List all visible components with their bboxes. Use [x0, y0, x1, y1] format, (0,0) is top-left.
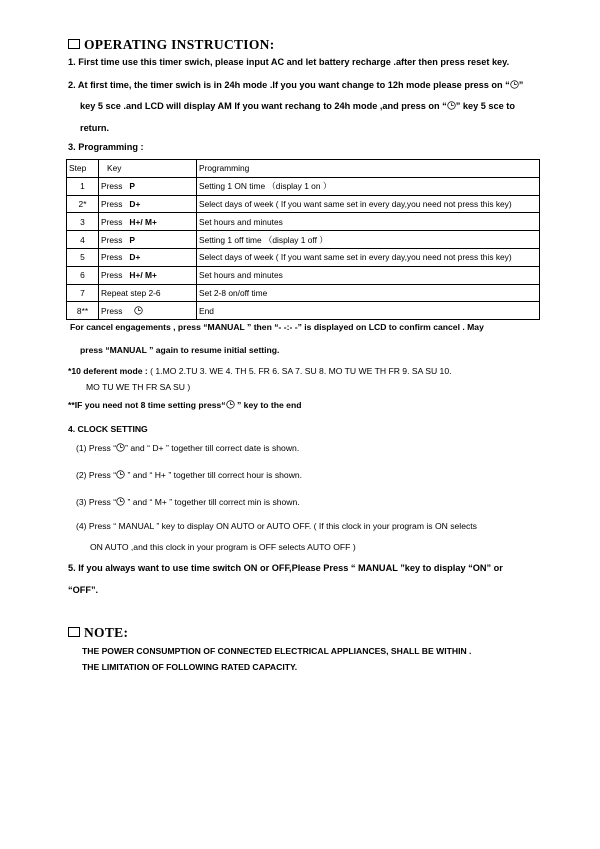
key-cell: Press	[99, 302, 197, 320]
clock-icon	[116, 497, 125, 506]
key-cell: Press D+	[99, 195, 197, 213]
programming-cell: Setting 1 ON time （display 1 on ）	[197, 177, 540, 195]
modes-line-2: MO TU WE TH FR SA SU )	[86, 382, 191, 392]
programming-cell: Set hours and minutes	[197, 266, 540, 284]
instruction-step-1: 1. First time use this timer swich, please input AC and let battery recharge .after then press reset key.	[68, 57, 510, 67]
checkbox-square-icon	[68, 39, 80, 49]
step-cell: 6	[67, 266, 99, 284]
note-line-1: THE POWER CONSUMPTION OF CONNECTED ELECTRICAL APPLIANCES, SHALL BE WITHIN .	[82, 646, 472, 656]
clock-setting-item-2: (2) Press “ ” and “ H+ ” together till correct hour is shown.	[76, 470, 303, 480]
cancel-note-line-1: For cancel engagements , press “MANUAL ” then “- -:- -” is displayed on LCD to confirm cancel . May	[70, 322, 484, 332]
column-header: Step	[67, 160, 99, 178]
programming-cell: Select days of week ( If you want same set in every day,you need not press this key)	[197, 195, 540, 213]
checkbox-square-icon	[68, 627, 80, 637]
clock-icon	[116, 470, 125, 479]
step-cell: 3	[67, 213, 99, 231]
instruction-step-5-line-1: 5. If you always want to use time switch ON or OFF,Please Press “ MANUAL ”key to display “ON” or	[68, 563, 503, 573]
key-cell: Press H+/ M+	[99, 266, 197, 284]
clock-icon	[116, 443, 125, 452]
table-row	[67, 177, 540, 195]
programming-cell: Set 2-8 on/off time	[197, 284, 540, 302]
instruction-step-2-line-2: key 5 sce .and LCD will display AM If you want rechang to 24h mode ,and press on “ ” key 5 sce to	[80, 101, 515, 111]
key-cell: Press P	[99, 177, 197, 195]
clock-setting-item-4-line-1: (4) Press “ MANUAL ” key to display ON AUTO or AUTO OFF. ( If this clock in your program is ON selects	[76, 521, 477, 531]
clock-icon	[447, 101, 456, 110]
step-cell: 1	[67, 177, 99, 195]
note-line-2: THE LIMITATION OF FOLLOWING RATED CAPACITY.	[82, 662, 298, 672]
key-cell: Press D+	[99, 248, 197, 266]
table-row	[67, 213, 540, 231]
step-cell: 7	[67, 284, 99, 302]
clock-icon	[510, 80, 519, 89]
clock-icon	[226, 400, 235, 409]
page-title: OPERATING INSTRUCTION:	[68, 37, 275, 53]
table-row	[67, 302, 540, 320]
modes-line-1: *10 deferent mode : ( 1.MO 2.TU 3. WE 4. TH 5. FR 6. SA 7. SU 8. MO TU WE TH FR 9. SA SU 10.	[68, 366, 452, 376]
clock-icon	[134, 306, 143, 315]
clock-setting-item-1: (1) Press “ ” and “ D+ ” together till correct date is shown.	[76, 443, 300, 453]
programming-cell: Select days of week ( If you want same set in every day,you need not press this key)	[197, 248, 540, 266]
programming-cell: End	[197, 302, 540, 320]
clock-setting-title: 4. CLOCK SETTING	[68, 424, 148, 434]
instruction-step-2-line-1: 2. At first time, the timer swich is in 24h mode .If you you want change to 12h mode please press on “ ”	[68, 80, 524, 90]
column-header: Key	[99, 160, 197, 178]
end-key-note: **IF you need not 8 time setting press“ ” key to the end	[68, 400, 302, 410]
note-title: NOTE:	[68, 625, 128, 641]
key-cell: Repeat step 2-6	[99, 284, 197, 302]
table-row	[67, 195, 540, 213]
programming-title: 3. Programming :	[68, 142, 144, 152]
instruction-step-2-line-3: return.	[80, 123, 110, 133]
programming-cell: Setting 1 off time （display 1 off ）	[197, 231, 540, 249]
table-row	[67, 266, 540, 284]
programming-table	[66, 159, 540, 320]
table-row	[67, 284, 540, 302]
clock-setting-item-3: (3) Press “ ” and “ M+ ” together till correct min is shown.	[76, 497, 300, 507]
column-header: Programming	[197, 160, 540, 178]
step-cell: 4	[67, 231, 99, 249]
table-row	[67, 248, 540, 266]
table-header-row	[67, 160, 540, 178]
table-row	[67, 231, 540, 249]
programming-cell: Set hours and minutes	[197, 213, 540, 231]
step-cell: 8**	[67, 302, 99, 320]
key-cell: Press H+/ M+	[99, 213, 197, 231]
step-cell: 5	[67, 248, 99, 266]
clock-setting-item-4-line-2: ON AUTO ,and this clock in your program is OFF selects AUTO OFF )	[90, 542, 356, 552]
cancel-note-line-2: press “MANUAL ” again to resume initial setting.	[80, 345, 280, 355]
instruction-step-5-line-2: “OFF”.	[68, 585, 99, 595]
step-cell: 2*	[67, 195, 99, 213]
key-cell: Press P	[99, 231, 197, 249]
